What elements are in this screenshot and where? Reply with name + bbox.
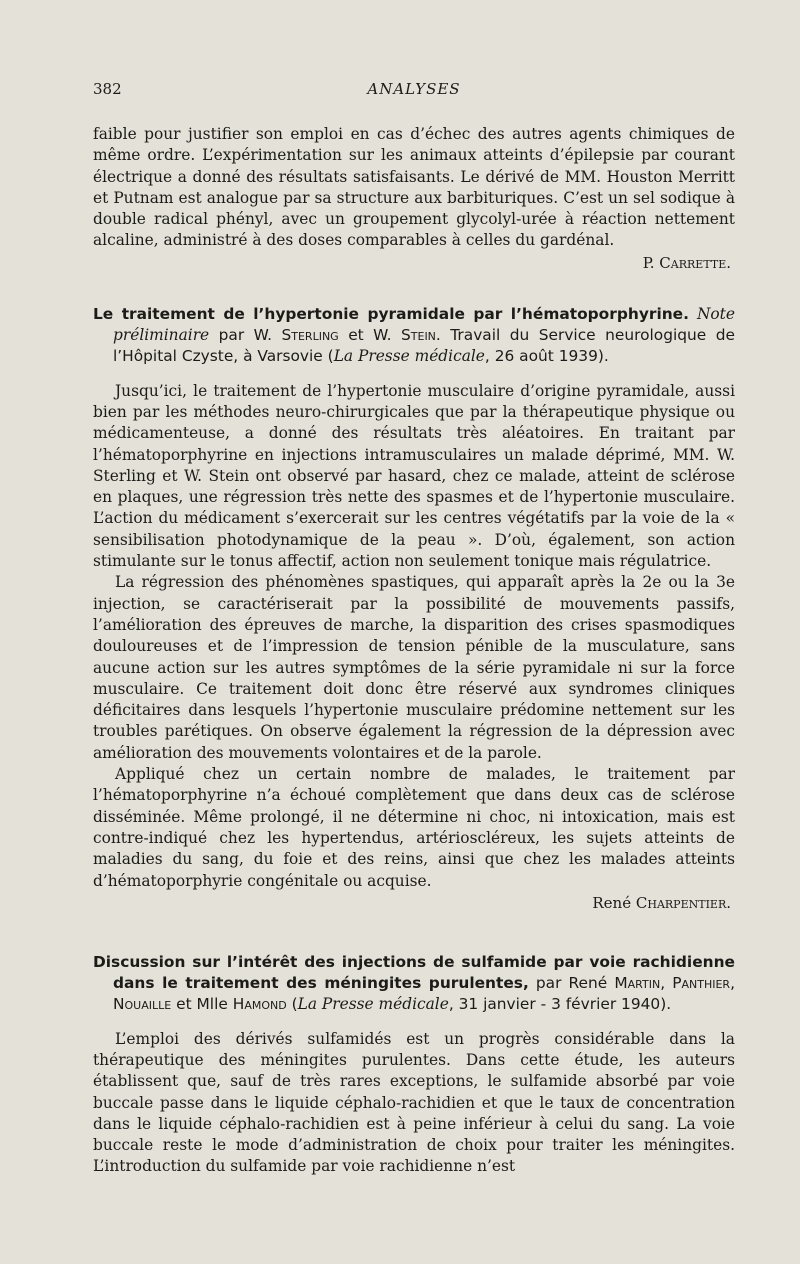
article-1-by: par W. — [218, 326, 272, 345]
article-1-author-1: Sterling — [281, 326, 339, 345]
article-1-source: . Travail du Service neurologique de l’Hôpital Czyste, à Varsovie ( — [113, 326, 735, 366]
article-1-journal: La Presse médicale — [333, 347, 485, 366]
intro-signature-name: P. Carrette. — [642, 253, 731, 272]
article-1-paragraph-2: La régression des phénomènes spastiques, qui apparaît après la 2e ou la 3e injection, se caractériserait par la possibilité de mouvements passifs, l’amélioration des épreuves de marche, la disparition des crises spasmodiques douloureuses et de l’impression de tension pénible de la musculature, sans aucune action sur les autres symptômes de la série pyramidale ni sur la force musculaire. Ce traitement doit donc être réservé aux syndromes cliniques déficitaires dans lesquels l’hypertonie musculaire prédomine nettement sur les troubles parétiques. On observe également la régression de la dépression avec amélioration des mouvements volontaires et de la parole. — [93, 573, 735, 762]
intro-paragraph: faible pour justifier son emploi en cas d’échec des autres agents chimiques de même ordre. L’expérimentation sur les animaux atteints d’épilepsie par courant électrique a donné des résultats satisfaisants. Le dérivé de MM. Houston Merritt et Putnam est analogue par sa structure aux barbituriques. C’est un sel sodique à double radical phényl, avec un groupement glycolyl-urée à réaction nettement alcaline, administré à des doses comparables à celles du gardénal. — [93, 125, 735, 250]
article-1-author-2: Stein — [401, 326, 436, 345]
page-number: 382 — [93, 80, 122, 98]
article-1-signature-last: Charpentier. — [635, 893, 731, 912]
article-2-mlle: Mlle — [196, 995, 228, 1014]
article-2-and: et — [176, 995, 192, 1014]
article-2-author-2: Panthier — [672, 974, 731, 993]
article-1-note: Note préliminaire — [113, 304, 735, 345]
article-2-date: , 31 janvier - 3 février 1940). — [448, 995, 672, 1014]
article-1-and: et W. — [348, 326, 392, 345]
article-1-title: Le traitement de l’hypertonie pyramidale par l’hématoporphyrine. — [93, 304, 689, 323]
article-2-title: Discussion sur l’intérêt des injections de sulfamide par voie rachidienne dans le traitement des méningites purulentes, — [93, 952, 735, 993]
article-1-paragraph-3: Appliqué chez un certain nombre de malades, le traitement par l’hématoporphyrine n’a échoué complètement que dans deux cas de sclérose disséminée. Même prolongé, il ne détermine ni choc, ni intoxication, mais est contre-indiqué chez les hypertendus, artérioscléreux, les sujets atteints de maladies du sang, du foie et des reins, ainsi que chez les malades atteints d’hématoporphyrie congénitale ou acquise. — [93, 765, 735, 890]
article-1-heading — [93, 304, 735, 368]
article-2-by: par René — [535, 974, 608, 993]
intro-signature — [93, 253, 735, 274]
article-2-author-4: Hamond — [232, 995, 287, 1014]
article-2-paragraph-1: L’emploi des dérivés sulfamidés est un progrès considérable dans la thérapeutique des méningites purulentes. Dans cette étude, les auteurs établissent que, sauf de très rares exceptions, le sulfamide absorbé par voie buccale passe dans le liquide céphalo-rachidien et que le taux de concentration dans le liquide céphalo-rachidien est à peine inférieur à celui du sang. La voie buccale reste le mode d’administration de choix pour traiter les méningites. L’introduction du sulfamide par voie rachidienne n’est — [93, 1029, 735, 1176]
article-2-author-1: Martin — [614, 974, 661, 993]
article-1-date: , 26 août 1939). — [484, 347, 609, 366]
article-1-paragraph-1: Jusqu’ici, le traitement de l’hypertonie musculaire d’origine pyramidale, aussi bien par les méthodes neuro-chirurgicales que par la thérapeutique physique ou médicamenteuse, a donné des résultats très aléatoires. En traitant par l’hématoporphyrine en injections intramusculaires un malade déprimé, MM. W. Sterling et W. Stein ont observé par hasard, chez ce malade, atteint de sclérose en plaques, une régression très nette des spasmes et de l’hypertonie musculaire. L’action du médicament s’exercerait sur les centres végétatifs par la voie de la « sensibilisation photodynamique de la peau ». D’où, également, son action stimulante sur le tonus affectif, action non seulement tonique mais régulatrice. — [93, 381, 735, 571]
article-2-journal: La Presse médicale — [297, 995, 449, 1014]
article-2-author-3: Nouaille — [113, 995, 172, 1014]
page-body — [93, 124, 735, 1178]
page-header — [93, 80, 735, 102]
article-1-signature-first: René — [592, 893, 632, 912]
article-2-heading: Discussion sur l’intérêt des injections de sulfamide par voie rachidienne dans le traitement des méningites purulentes, par René Martin, Panthier, Nouaille et Mlle Hamond (La Presse médicale, 31 janvier - 3 février 1940). — [93, 952, 735, 1014]
article-1-signature — [93, 893, 735, 914]
running-title: ANALYSES — [367, 80, 461, 98]
